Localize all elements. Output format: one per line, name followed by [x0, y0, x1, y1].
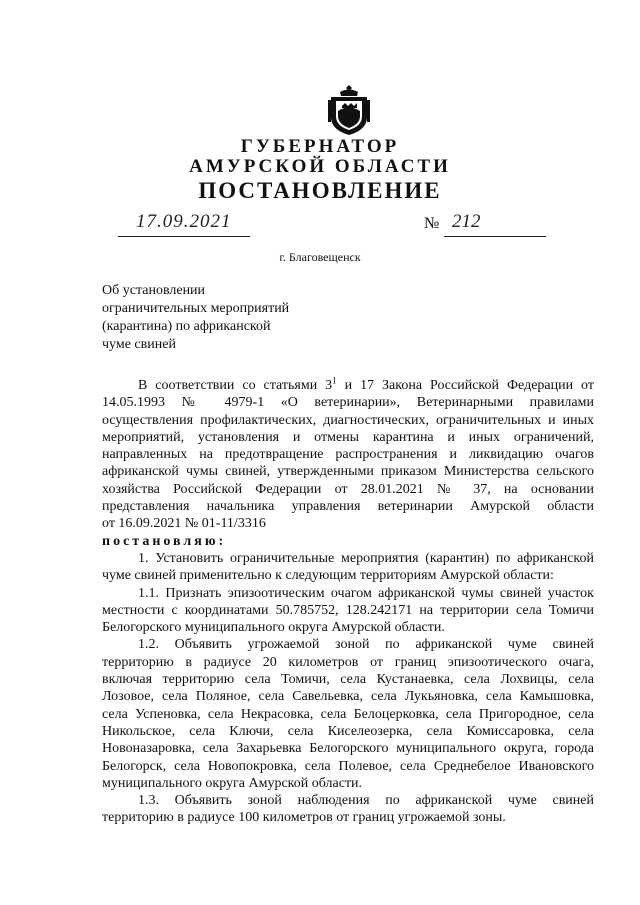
superscript: 1: [332, 377, 337, 386]
subject-line: чуме свиней: [102, 337, 176, 352]
item-line: местности с координатами 50.785752, 128.242171 на территории села Томичи: [102, 602, 594, 618]
date-field: [118, 212, 250, 237]
preamble-line: 14.05.1993 № 4979-1 «О ветеринарии», Ветеринарными правилами: [102, 395, 594, 411]
preamble-text: и 17 Закона Российской Федерации от: [336, 378, 594, 393]
item-line: 1.2. Объявить угрожаемой зоной по африканской чуме свиней: [138, 637, 594, 653]
item-line: села Успеновка, села Некрасовка, села Белоцерковка, села Пригородное, села: [102, 706, 594, 722]
number-value: 212: [452, 211, 481, 232]
item-line: Белогорского муниципального округа Амурской области.: [102, 620, 445, 636]
number-field: [444, 212, 546, 237]
preamble-line: осуществления профилактических, диагностических, ограничительных и иных: [102, 412, 594, 428]
item-line: территорию в радиусе 100 километров от границ угрожаемой зоны.: [102, 810, 506, 826]
item-line: Новоназаровка, села Захарьевка Белогорского муниципального округа, города: [102, 741, 594, 757]
item-line: 1. Установить ограничительные мероприятия (карантин) по африканской: [138, 550, 594, 566]
city-label: г. Благовещенск: [279, 250, 361, 264]
preamble-line: мероприятий, установления и отмены карантина и иных ограничений,: [102, 429, 594, 445]
governor-title: ГУБЕРНАТОР: [240, 136, 400, 157]
item-line: чуме свиней применительно к следующим территориям Амурской области:: [102, 568, 554, 584]
item-line: территорию в радиусе 20 километров от границ эпизоотического очага,: [102, 654, 594, 670]
item-line: муниципального округа Амурской области.: [102, 775, 363, 791]
preamble-text: В соответствии со статьями 3: [138, 378, 333, 393]
subject-line: (карантина) по африканской: [102, 319, 271, 334]
coat-of-arms-icon: [326, 84, 372, 136]
preamble-line: хозяйства Российской Федерации от 28.01.2021 № 37, на основании: [102, 481, 594, 497]
preamble-line: африканской чумы свиней, утвержденными приказом Министерства сельского: [102, 464, 594, 480]
preamble-line: направленных на предотвращение распространения и ликвидацию очагов: [102, 447, 594, 463]
subject-line: ограничительных мероприятий: [102, 301, 290, 316]
item-line: Лозовое, села Поляное, села Савельевка, села Лукьяновка, села Камышовка,: [102, 689, 594, 705]
item-line: 1.3. Объявить зоной наблюдения по африканской чуме свиней: [138, 793, 594, 809]
item-line: Никольское, села Ключи, села Киселеозерка, села Комиссаровка, села: [102, 723, 594, 739]
preamble-line: [102, 377, 594, 394]
item-line: включая территорию села Томичи, села Кустанаевка, села Лохвицы, села: [102, 672, 594, 688]
region-title: АМУРСКОЙ ОБЛАСТИ: [189, 156, 451, 177]
preamble-line: представления начальника управления ветеринарии Амурской области: [102, 499, 594, 515]
item-line: Белогорск, села Новопокровка, села Полевое, села Среднебелое Ивановского: [102, 758, 594, 774]
number-sign: №: [424, 215, 440, 232]
document-type-title: ПОСТАНОВЛЕНИЕ: [198, 178, 442, 203]
item-line: 1.1. Признать эпизоотическим очагом африканской чумы свиней участок: [138, 585, 594, 601]
date-value: 17.09.2021: [136, 211, 232, 232]
postanovlyayu-label: постановляю:: [102, 533, 227, 549]
subject-line: Об установлении: [102, 283, 206, 298]
preamble-line: от 16.09.2021 № 01-11/3316: [102, 516, 266, 532]
document-body: [102, 377, 594, 827]
subject-block: [102, 282, 289, 354]
